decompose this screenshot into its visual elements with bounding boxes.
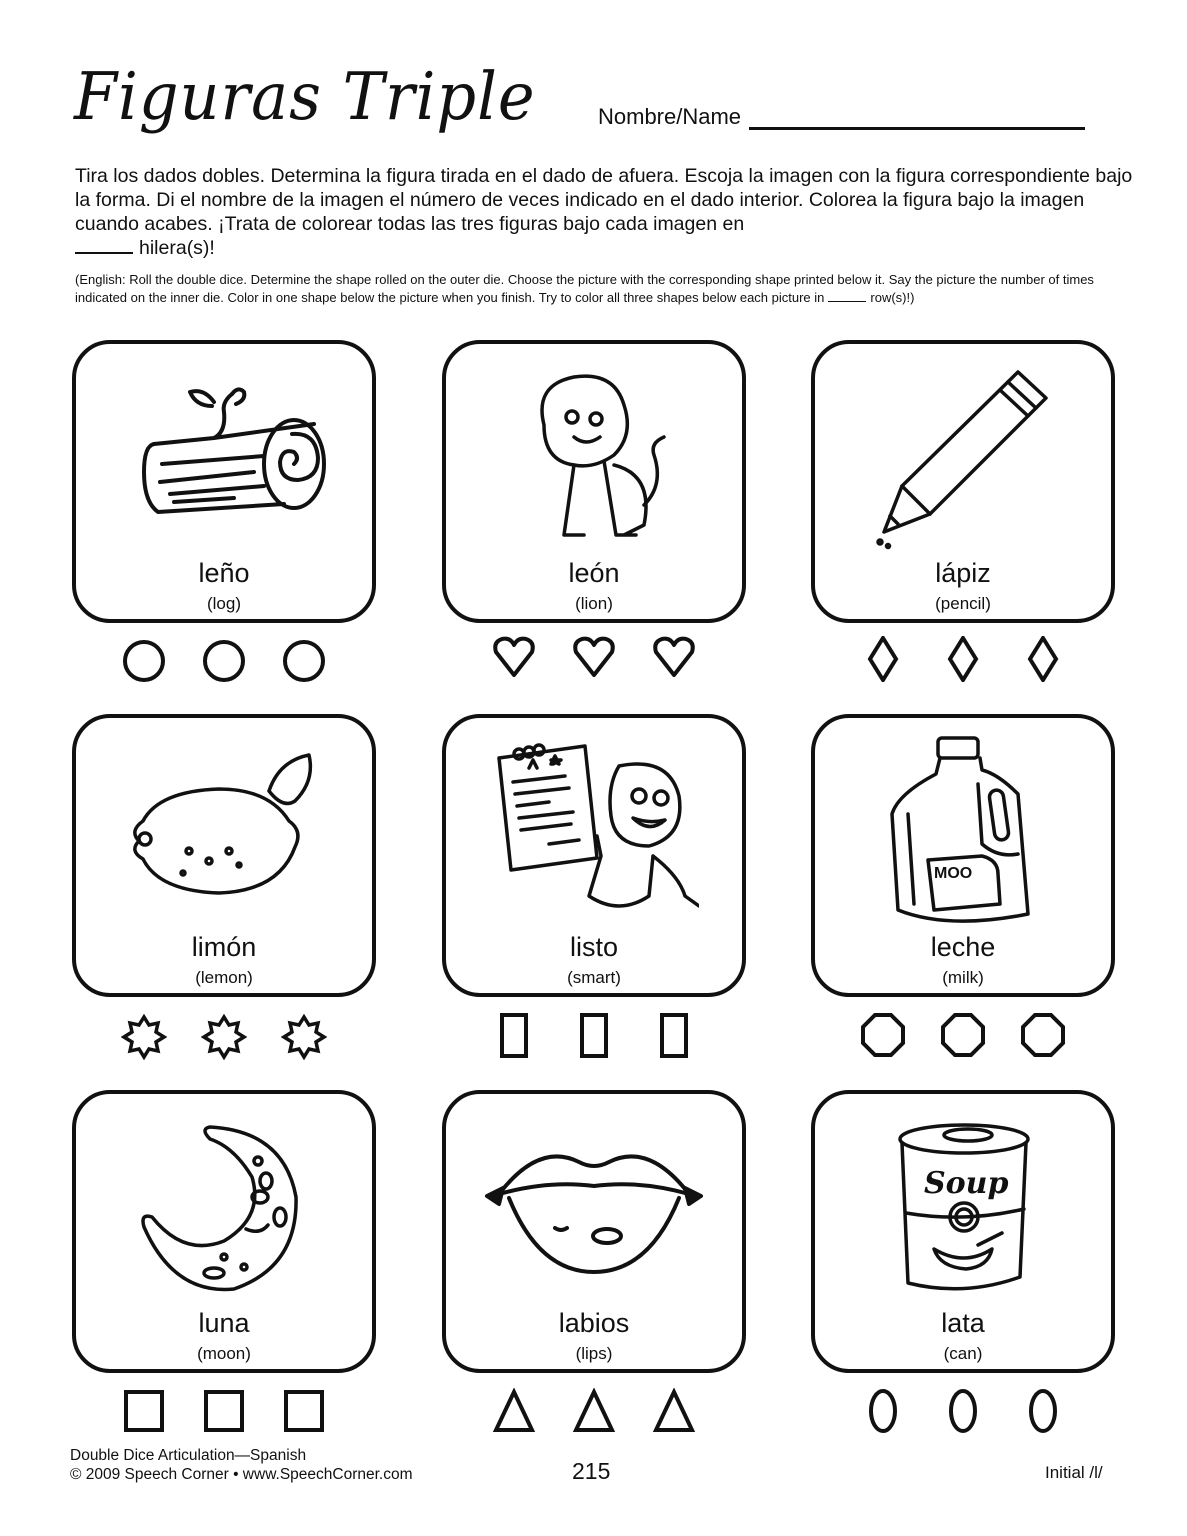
card-english: (moon) xyxy=(197,1344,251,1363)
circle-shape-icon[interactable] xyxy=(121,638,167,684)
target-sound: Initial /l/ xyxy=(1045,1463,1103,1482)
eight-point-star-shape-icon[interactable] xyxy=(121,1014,167,1060)
diamond-shape-icon[interactable] xyxy=(940,636,986,682)
shape-row-hearts xyxy=(442,632,746,682)
footer-book-title: Double Dice Articulation—Spanish xyxy=(70,1447,307,1464)
card-english: (lips) xyxy=(575,1344,613,1363)
rows-blank-english[interactable] xyxy=(828,291,866,302)
svg-text:Soup: Soup xyxy=(924,1166,1009,1201)
card-english: (lemon) xyxy=(195,968,253,987)
name-label: Nombre/Name xyxy=(598,104,742,129)
eight-point-star-shape-icon[interactable] xyxy=(281,1014,327,1060)
square-shape-icon[interactable] xyxy=(201,1388,247,1434)
page-title: Figuras Triple xyxy=(74,58,536,135)
triangle-shape-icon[interactable] xyxy=(571,1388,617,1434)
footer-copyright: © 2009 Speech Corner • www.SpeechCorner.com xyxy=(70,1466,413,1483)
heart-shape-icon[interactable] xyxy=(491,634,537,680)
picture-card-milk xyxy=(811,714,1115,997)
footer-credits xyxy=(70,1446,413,1484)
card-english: (smart) xyxy=(567,968,621,987)
svg-text:MOO: MOO xyxy=(934,864,973,882)
card-word: labios xyxy=(558,1308,630,1338)
picture-card-moon xyxy=(72,1090,376,1373)
octagon-shape-icon[interactable] xyxy=(1020,1012,1066,1058)
eight-point-star-shape-icon[interactable] xyxy=(201,1014,247,1060)
page-number: 215 xyxy=(572,1458,611,1484)
shape-row-ovals xyxy=(811,1386,1115,1436)
rectangle-shape-icon[interactable] xyxy=(571,1012,617,1058)
card-word: león xyxy=(568,558,620,588)
picture-card-lips xyxy=(442,1090,746,1373)
rectangle-shape-icon[interactable] xyxy=(491,1012,537,1058)
name-blank[interactable] xyxy=(749,108,1085,130)
triangle-shape-icon[interactable] xyxy=(491,1388,537,1434)
instructions-english-text: (English: Roll the double dice. Determine the shape rolled on the outer die. Choose the picture with the corresponding shape printed below it. Say the picture the number of times indicated on the inner die. Color in one shape below the picture when you finish. Try to color all three shapes below each picture in xyxy=(75,272,1094,305)
milk-jug-icon xyxy=(815,736,1111,926)
picture-card-can xyxy=(811,1090,1115,1373)
lion-icon xyxy=(446,362,742,552)
shape-row-rectangles xyxy=(442,1010,746,1060)
card-word: lata xyxy=(941,1308,985,1338)
oval-shape-icon[interactable] xyxy=(940,1388,986,1434)
card-word: leño xyxy=(198,558,250,588)
card-english: (milk) xyxy=(942,968,984,987)
instructions-spanish-text: Tira los dados dobles. Determina la figura tirada en el dado de afuera. Escoja la imagen con la figura correspondiente bajo la forma. Di el nombre de la imagen el número de veces indicado en el dado interior. Colorea la figura bajo la imagen cuando acabes. ¡Trata de colorear todas las tres figuras bajo cada imagen en xyxy=(75,165,1133,235)
picture-card-smart xyxy=(442,714,746,997)
rectangle-shape-icon[interactable] xyxy=(651,1012,697,1058)
picture-card-lemon xyxy=(72,714,376,997)
picture-card-pencil xyxy=(811,340,1115,623)
instructions-english xyxy=(75,271,1135,306)
card-word: leche xyxy=(930,932,996,962)
shape-row-triangles xyxy=(442,1386,746,1436)
card-english: (lion) xyxy=(575,594,613,613)
circle-shape-icon[interactable] xyxy=(201,638,247,684)
moon-icon xyxy=(76,1112,372,1302)
picture-card-log xyxy=(72,340,376,623)
octagon-shape-icon[interactable] xyxy=(940,1012,986,1058)
shape-row-circles xyxy=(72,636,376,686)
instructions-spanish-end: hilera(s)! xyxy=(139,237,215,259)
shape-row-stars xyxy=(72,1012,376,1062)
card-word: listo xyxy=(569,932,618,962)
card-word: lápiz xyxy=(935,558,991,588)
oval-shape-icon[interactable] xyxy=(1020,1388,1066,1434)
diamond-shape-icon[interactable] xyxy=(860,636,906,682)
heart-shape-icon[interactable] xyxy=(651,634,697,680)
card-word: limón xyxy=(191,932,257,962)
shape-row-octagons xyxy=(811,1010,1115,1060)
square-shape-icon[interactable] xyxy=(281,1388,327,1434)
oval-shape-icon[interactable] xyxy=(860,1388,906,1434)
instructions-spanish xyxy=(75,164,1135,260)
card-english: (pencil) xyxy=(935,594,991,613)
card-english: (can) xyxy=(943,1344,983,1363)
boy-with-paper-icon xyxy=(446,736,742,926)
shape-row-diamonds xyxy=(811,634,1115,684)
lips-icon xyxy=(446,1112,742,1302)
soup-can-icon xyxy=(815,1112,1111,1302)
square-shape-icon[interactable] xyxy=(121,1388,167,1434)
lemon-icon xyxy=(76,736,372,926)
shape-row-squares xyxy=(72,1386,376,1436)
heart-shape-icon[interactable] xyxy=(571,634,617,680)
name-field-row xyxy=(598,104,1085,130)
diamond-shape-icon[interactable] xyxy=(1020,636,1066,682)
rows-blank[interactable] xyxy=(75,236,133,254)
picture-card-lion xyxy=(442,340,746,623)
log-icon xyxy=(76,362,372,552)
card-english: (log) xyxy=(206,594,241,613)
card-word: luna xyxy=(198,1308,250,1338)
triangle-shape-icon[interactable] xyxy=(651,1388,697,1434)
circle-shape-icon[interactable] xyxy=(281,638,327,684)
octagon-shape-icon[interactable] xyxy=(860,1012,906,1058)
pencil-icon xyxy=(815,362,1111,552)
instructions-english-end: row(s)!) xyxy=(870,289,915,305)
